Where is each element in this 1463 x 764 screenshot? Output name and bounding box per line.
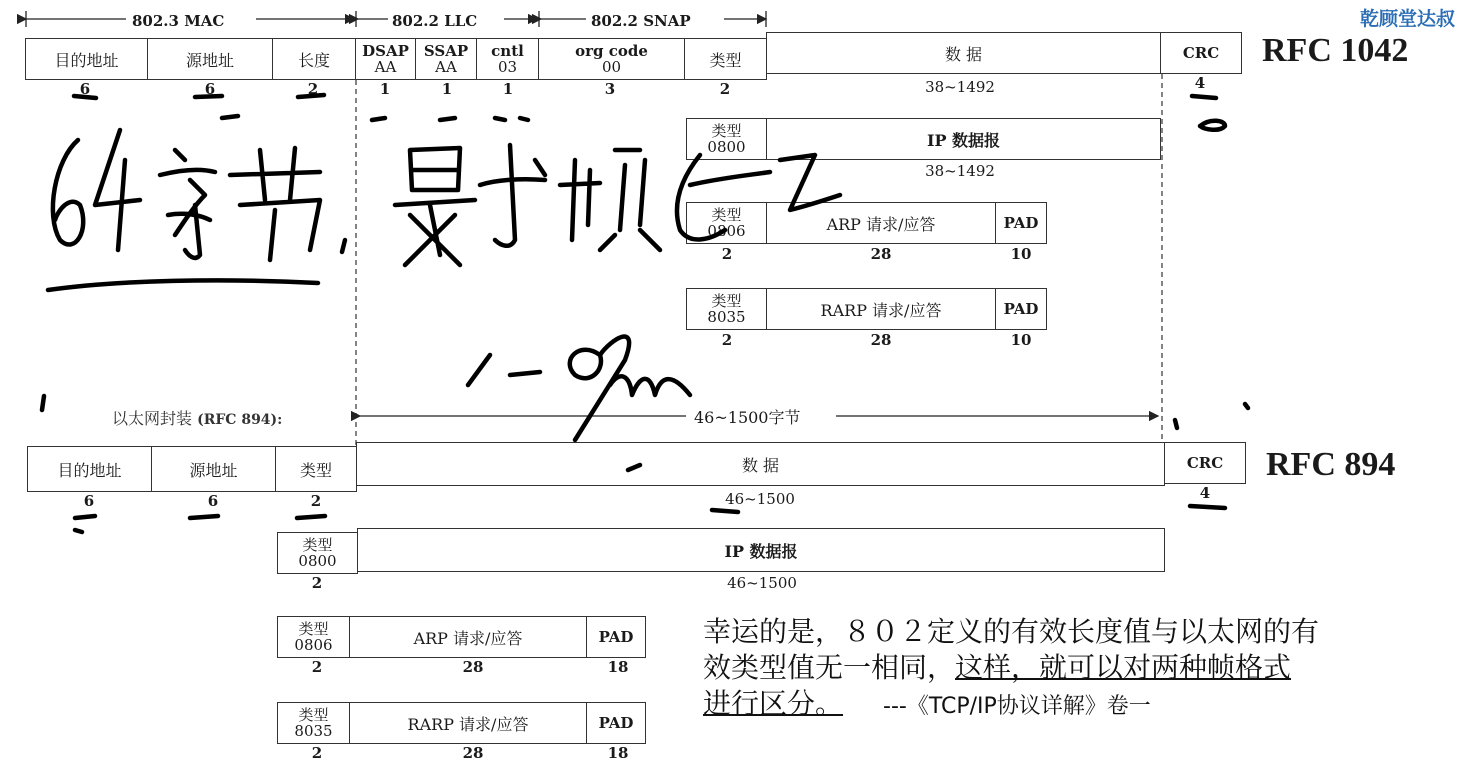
top-ip-type: 类型 0800 (686, 118, 767, 160)
b-ip-type: 类型 0800 (277, 532, 358, 574)
size-cntl: 1 (502, 80, 514, 98)
b-size-type: 2 (310, 492, 322, 510)
handwriting-strokes (42, 95, 1248, 532)
field-length: 长度 (272, 38, 356, 80)
note-line-1: 幸运的是，８０２定义的有效长度值与以太网的有 (703, 615, 1320, 648)
field-dsap: DSAP AA (355, 38, 416, 80)
field-org-code: org code 00 (538, 38, 685, 80)
b-arp-type: 类型 0806 (277, 616, 350, 658)
top-rarp-size: 28 (870, 331, 892, 349)
field-ssap: SSAP AA (415, 38, 477, 80)
b-size-src: 6 (207, 492, 219, 510)
top-arp-size: 28 (870, 245, 892, 263)
size-data: 38~1492 (925, 78, 995, 96)
top-arp-pad-size: 10 (1010, 245, 1032, 263)
rfc-1042-label: RFC 1042 (1262, 32, 1409, 69)
ethernet-caption: 以太网封装 (RFC 894): (112, 409, 283, 428)
b-arp-pad: PAD (586, 616, 646, 658)
field-data: 数 据 (766, 32, 1161, 74)
top-arp-type: 类型 0806 (686, 202, 767, 244)
top-rarp-type: 类型 8035 (686, 288, 767, 330)
b-rarp-type: 类型 8035 (277, 702, 350, 744)
field-type: 类型 (684, 38, 767, 80)
header-arrows (26, 11, 766, 27)
b-size-data: 46~1500 (725, 490, 795, 508)
header-802-3-mac: 802.3 MAC (132, 12, 225, 30)
header-802-2-llc: 802.2 LLC (392, 12, 478, 30)
field-crc: CRC (1160, 32, 1242, 74)
b-ip-datagram: IP 数据报 (357, 528, 1165, 572)
size-crc: 4 (1194, 74, 1206, 92)
note-citation: ---《TCP/IP协议详解》卷一 (883, 694, 1151, 719)
top-arp-pad: PAD (995, 202, 1047, 244)
b-arp-pad-size: 18 (607, 658, 629, 676)
field-src-addr: 源地址 (147, 38, 273, 80)
b-rarp-pad-size: 18 (607, 744, 629, 762)
b-field-src-addr: 源地址 (151, 446, 276, 492)
size-type: 2 (719, 80, 731, 98)
b-field-crc: CRC (1164, 442, 1246, 484)
top-rarp-pad: PAD (995, 288, 1047, 330)
top-rarp-payload: RARP 请求/应答 (766, 288, 996, 330)
size-src: 6 (204, 80, 216, 98)
range-46-1500: 46~1500字节 (690, 405, 805, 428)
b-field-data: 数 据 (356, 442, 1165, 486)
top-ip-size: 38~1492 (925, 162, 995, 180)
top-ip-datagram: IP 数据报 (766, 118, 1161, 160)
b-rarp-payload: RARP 请求/应答 (349, 702, 587, 744)
b-rarp-type-size: 2 (311, 744, 323, 762)
b-field-type: 类型 (275, 446, 357, 492)
field-dest-addr: 目的地址 (25, 38, 148, 80)
note-line-2: 效类型值无一相同，这样，就可以对两种帧格式 (703, 651, 1292, 684)
top-rarp-type-size: 2 (721, 331, 733, 349)
b-rarp-pad: PAD (586, 702, 646, 744)
size-dsap: 1 (379, 80, 391, 98)
size-ssap: 1 (441, 80, 453, 98)
field-cntl: cntl 03 (476, 38, 539, 80)
top-arp-type-size: 2 (721, 245, 733, 263)
size-length: 2 (307, 80, 319, 98)
size-org-code: 3 (604, 80, 616, 98)
rfc-894-label: RFC 894 (1266, 446, 1396, 483)
note-line-3: 进行区分。 ---《TCP/IP协议详解》卷一 (703, 687, 1151, 720)
top-rarp-pad-size: 10 (1010, 331, 1032, 349)
b-arp-type-size: 2 (311, 658, 323, 676)
brand-watermark: 乾顾堂达叔 (1359, 8, 1455, 30)
b-rarp-size: 28 (462, 744, 484, 762)
size-dest: 6 (79, 80, 91, 98)
b-ip-size: 46~1500 (727, 574, 797, 592)
b-field-dest-addr: 目的地址 (27, 446, 152, 492)
b-size-dest: 6 (83, 492, 95, 510)
header-802-2-snap: 802.2 SNAP (591, 12, 691, 30)
b-arp-payload: ARP 请求/应答 (349, 616, 587, 658)
b-ip-type-size: 2 (311, 574, 323, 592)
top-arp-payload: ARP 请求/应答 (766, 202, 996, 244)
dashed-guides (356, 74, 1162, 446)
b-arp-size: 28 (462, 658, 484, 676)
b-size-crc: 4 (1199, 484, 1211, 502)
